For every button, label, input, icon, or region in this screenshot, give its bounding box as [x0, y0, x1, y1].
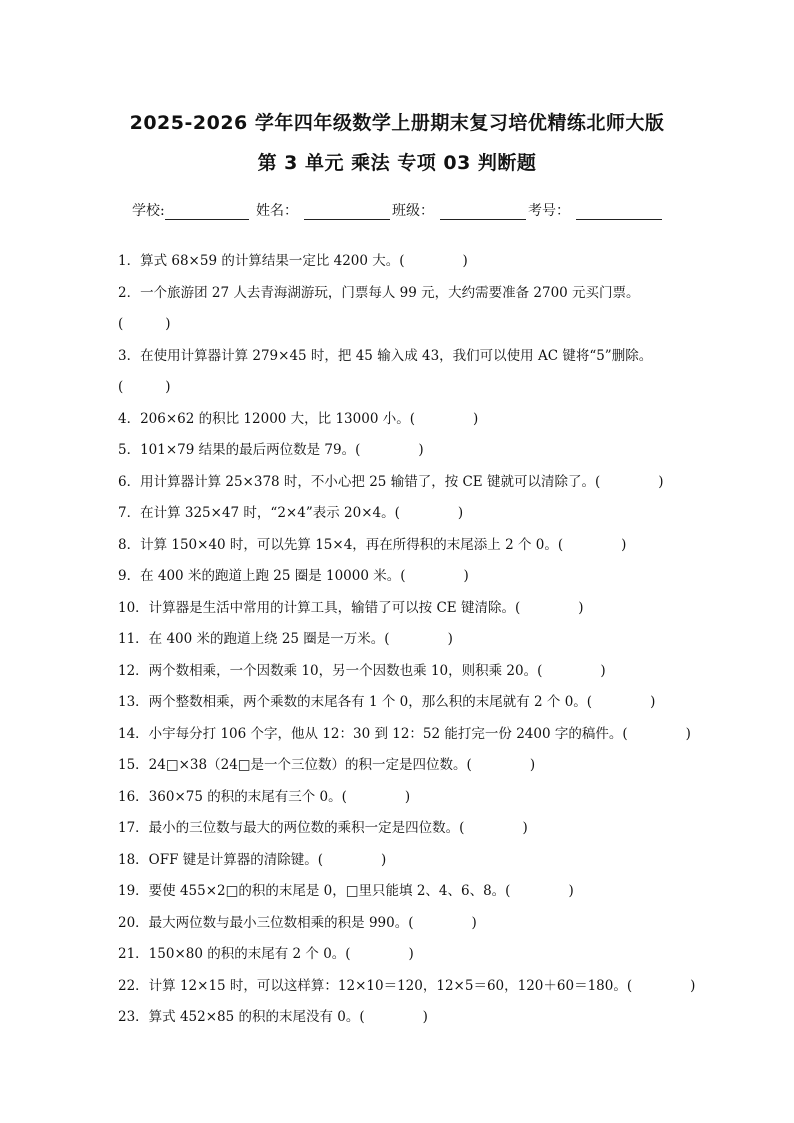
question-text: 8．计算 150×40 时，可以先算 15×4，再在所得积的末尾添上 2 个 0。( — [118, 536, 564, 553]
question-line — [118, 498, 678, 530]
exam-no-field — [528, 200, 662, 220]
question-text: 7．在计算 325×47 时，“2×4”表示 20×4。( — [118, 505, 400, 521]
school-field — [132, 200, 249, 220]
question-list — [118, 246, 696, 1034]
question-line — [118, 435, 678, 467]
worksheet-title: 2025-2026 学年四年级数学上册期末复习培优精练北师大版 — [129, 112, 665, 134]
answer-close-bracket: ) — [472, 410, 479, 427]
exam-no-label: 考号： — [528, 203, 570, 219]
question-line — [118, 845, 678, 877]
answer-close-bracket: ) — [381, 851, 387, 868]
question-line — [118, 278, 678, 310]
question-text: ( — [118, 316, 124, 332]
question-text: 21．150×80 的积的末尾有 2 个 0。( — [118, 946, 351, 962]
question-line — [118, 246, 678, 278]
question-line — [118, 971, 696, 1003]
answer-close-bracket: ) — [600, 662, 606, 679]
question-text: 2．一个旅游团 27 人去青海湖游玩，门票每人 99 元，大约需要准备 2700 元买门票。 — [118, 284, 640, 301]
question-text: 9．在 400 米的跑道上跑 25 圈是 10000 米。( — [118, 568, 406, 584]
question-text: 14．小宇每分打 106 个字，他从 12：30 到 12：52 能打完一份 2400 字的稿件。( — [118, 725, 628, 742]
answer-close-bracket: ) — [578, 599, 584, 616]
question-text: 18．OFF 键是计算器的清除键。( — [118, 851, 324, 868]
question-line — [118, 341, 678, 373]
name-field — [256, 200, 390, 220]
answer-close-bracket: ) — [463, 568, 469, 584]
question-line — [118, 719, 691, 751]
worksheet-subtitle: 第 3 单元 乘法 专项 03 判断题 — [257, 152, 537, 174]
answer-close-bracket: ) — [471, 914, 477, 931]
answer-close-bracket: ) — [422, 1009, 428, 1025]
question-line — [118, 404, 678, 436]
question-text: 1．算式 68×59 的计算结果一定比 4200 大。( — [118, 253, 405, 269]
answer-close-bracket: ) — [650, 694, 656, 710]
question-line — [118, 750, 678, 782]
answer-close-bracket: ) — [690, 977, 696, 994]
question-line — [118, 687, 678, 719]
question-text: 13．两个整数相乘，两个乘数的末尾各有 1 个 0，那么积的末尾就有 2 个 0。( — [118, 694, 593, 710]
question-text: 10．计算器是生活中常用的计算工具，输错了可以按 CE 键清除。( — [118, 599, 521, 616]
answer-close-bracket: ) — [658, 473, 664, 490]
answer-close-bracket: ) — [408, 946, 414, 962]
exam-no-blank[interactable] — [576, 203, 662, 220]
question-line — [118, 876, 678, 908]
question-text: 22．计算 12×15 时，可以这样算：12×10＝120，12×5＝60，120＋60＝180。( — [118, 977, 633, 994]
answer-close-bracket: ) — [462, 253, 468, 269]
question-text: 11．在 400 米的跑道上绕 25 圈是一万米。( — [118, 631, 390, 647]
school-label: 学校: — [132, 203, 165, 219]
student-info-row — [132, 200, 672, 224]
question-line — [118, 593, 678, 625]
question-line — [118, 467, 678, 499]
question-text: 5．101×79 结果的最后两位数是 79。( — [118, 442, 361, 458]
question-line — [118, 908, 678, 940]
question-text: 6．用计算器计算 25×378 时，不小心把 25 输错了，按 CE 键就可以清除了。( — [118, 473, 601, 490]
question-line — [118, 782, 678, 814]
question-text: ( — [118, 379, 124, 395]
question-line — [118, 309, 678, 341]
question-line — [118, 656, 678, 688]
name-blank[interactable] — [304, 203, 390, 220]
question-line — [118, 624, 678, 656]
question-line — [118, 813, 678, 845]
answer-close-bracket: ) — [165, 316, 171, 332]
answer-close-bracket: ) — [447, 631, 453, 647]
answer-close-bracket: ) — [685, 725, 691, 742]
class-field — [392, 200, 526, 220]
question-line — [118, 372, 678, 404]
answer-close-bracket: ) — [418, 442, 424, 458]
question-line — [118, 1002, 678, 1034]
answer-close-bracket: ) — [404, 788, 411, 805]
answer-close-bracket: ) — [165, 379, 171, 395]
name-label: 姓名： — [256, 203, 298, 219]
question-text: 20．最大两位数与最小三位数相乘的积是 990。( — [118, 914, 414, 931]
answer-close-bracket: ) — [522, 820, 528, 836]
school-blank[interactable] — [165, 203, 249, 220]
answer-close-bracket: ) — [621, 536, 627, 553]
question-text: 12．两个数相乘，一个因数乘 10，另一个因数也乘 10，则积乘 20。( — [118, 662, 543, 679]
answer-close-bracket: ) — [568, 883, 574, 899]
answer-close-bracket: ) — [529, 757, 536, 773]
question-line — [118, 939, 678, 971]
class-label: 班级： — [392, 203, 434, 219]
question-text: 19．要使 455×2□的积的末尾是 0，□里只能填 2、4、6、8。( — [118, 883, 511, 899]
question-text: 15．24□×38（24□是一个三位数）的积一定是四位数。( — [118, 757, 472, 773]
question-line — [118, 561, 678, 593]
question-text: 4．206×62 的积比 12000 大，比 13000 小。( — [118, 410, 415, 427]
question-text: 3．在使用计算器计算 279×45 时，把 45 输入成 43，我们可以使用 AC 键将“5”删除。 — [118, 347, 653, 364]
question-text: 17．最小的三位数与最大的两位数的乘积一定是四位数。( — [118, 820, 465, 836]
question-text: 16．360×75 的积的末尾有三个 0。( — [118, 788, 347, 805]
answer-close-bracket: ) — [457, 505, 464, 521]
question-text: 23．算式 452×85 的积的末尾没有 0。( — [118, 1009, 365, 1025]
question-line — [118, 530, 678, 562]
class-blank[interactable] — [440, 203, 526, 220]
